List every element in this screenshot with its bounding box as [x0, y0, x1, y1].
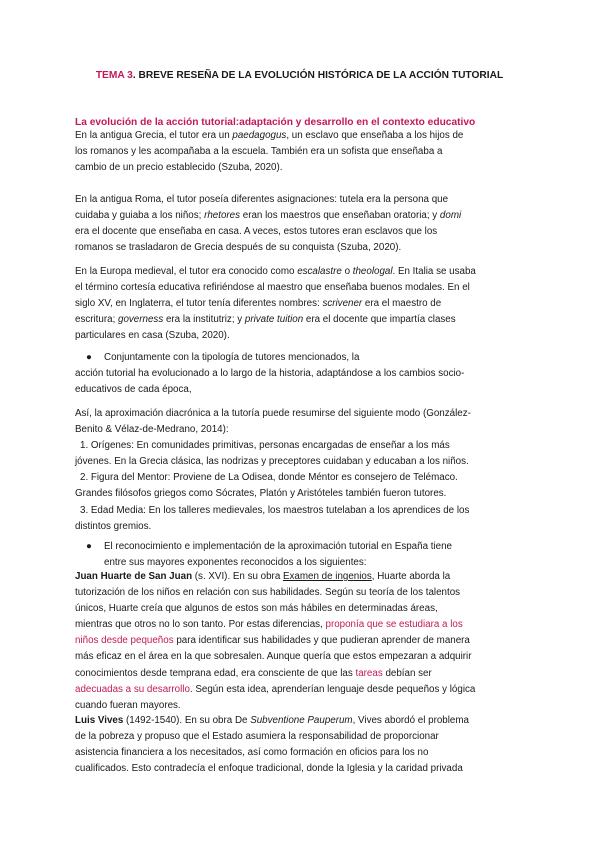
bullet-item: ● Conjuntamente con la tipología de tutores mencionados, la [86, 352, 360, 363]
title-text: . BREVE RESEÑA DE LA EVOLUCIÓN HISTÓRICA DE LA ACCIÓN TUTORIAL [132, 70, 504, 81]
paragraph-vives: Luis Vives (1492-1540). En su obra De Subventione Pauperum, Vives abordó el problema de la pobreza y propuso que el Estado asumiera la responsabilidad de proporcionar asistencia financiera a los necesitados, así como formación en oficios para los no cualificados. Esto contradecía el enfoque tradicional, donde la Iglesia y la caridad privada [75, 715, 469, 775]
list-item: 1. Orígenes: En comunidades primitivas, personas encargadas de enseñar a los más [80, 440, 450, 452]
list-item: 2. Figura del Mentor: Proviene de La Odisea, donde Méntor es consejero de Telémaco. [80, 472, 458, 484]
paragraph-aproximacion: Así, la aproximación diacrónica a la tutoría puede resumirse del siguiente modo (González- Benito & Vélaz-de-Medrano, 2014): 1. Orígenes: En comunidades primitivas, personas encargadas de enseñar a los más jóvenes. En la Grecia clásica, las nodrizas y preceptores cuidaban y educaban a los niños. 2. Figura del Mentor: Proviene de La Odisea, donde Méntor es consejero de Telémaco. Grandes filósofos griegos como Sócrates, Platón y Aristóteles también fueron tutores. 3. Edad Media: En los talleres medievales, los maestros tutelaban a los aprendices de los distintos gremios. [75, 406, 530, 535]
paragraph-huarte: Juan Huarte de San Juan (s. XVI). En su obra Examen de ingenios, Huarte aborda la tutorización de los niños en relación con sus habilidades. Según su teoría de los talentos únicos, Huarte creía que algunos de estos son más hábiles en determinadas áreas, mientras que otros no lo son tanto. Por estas diferencias, proponía que se estudiara a los niños desde pequeños para identificar sus habilidades y que pudieran aprender de manera más eficaz en el área en la que sobresalen. Aunque quería que estos empezaran a adquirir conocimientos desde temprana edad, era consciente de que las tareas debían ser adecuadas a su desarrollo. Según esta idea, aprenderían lenguaje desde pequeños y lógica cuando fueran mayores. [75, 571, 476, 711]
bullet-continuation: entre sus mayores exponentes reconocidos a los siguientes: [104, 557, 367, 568]
paragraph-medieval: En la Europa medieval, el tutor era conocido como escalastre o theologal. En Italia se usaba el término cortesía educativa refiriéndose al maestro que enseñaba buenos modales. En el siglo XV, en Inglaterra, el tutor tenía diferentes nombres: scrivener era el maestro de escritura; governess era la institutriz; y private tuition era el docente que impartía clases particulares en casa (Szuba, 2020). [75, 266, 476, 342]
title-number: TEMA 3 [95, 70, 133, 81]
book-title: Examen de ingenios [283, 571, 372, 582]
author-name: Juan Huarte de San Juan [75, 571, 193, 582]
bullet-continuation: acción tutorial ha evolucionado a lo largo de la historia, adaptándose a los cambios socio- educativos de cada época, [75, 368, 465, 396]
paragraph-grecia: En la antigua Grecia, el tutor era un paedagogus, un esclavo que enseñaba a los hijos de los romanos y les acompañaba a la escuela. También era un sofista que enseñaba a cambio de un precio establecido (Szuba, 2020). [75, 130, 464, 174]
paragraph-roma: En la antigua Roma, el tutor poseía diferentes asignaciones: tutela era la persona que cuidaba y guiaba a los niños; rhetores eran los maestros que enseñaban oratoria; y domi era el docente que enseñaba en casa. A veces, estos tutores eran esclavos que los romanos se trasladaron de Grecia después de su conquista (Szuba, 2020). [75, 194, 462, 254]
section-heading: La evolución de la acción tutorial:adaptación y desarrollo en el contexto educativo [75, 117, 476, 128]
bullet-icon: ● [86, 541, 92, 552]
bullet-item: ● El reconocimiento e implementación de la aproximación tutorial en España tiene [86, 541, 452, 552]
list-item: 3. Edad Media: En los talleres medievales, los maestros tutelaban a los aprendices de los [80, 504, 470, 516]
author-name: Luis Vives [75, 715, 124, 726]
bullet-icon: ● [86, 352, 92, 363]
page-title [0, 70, 599, 81]
